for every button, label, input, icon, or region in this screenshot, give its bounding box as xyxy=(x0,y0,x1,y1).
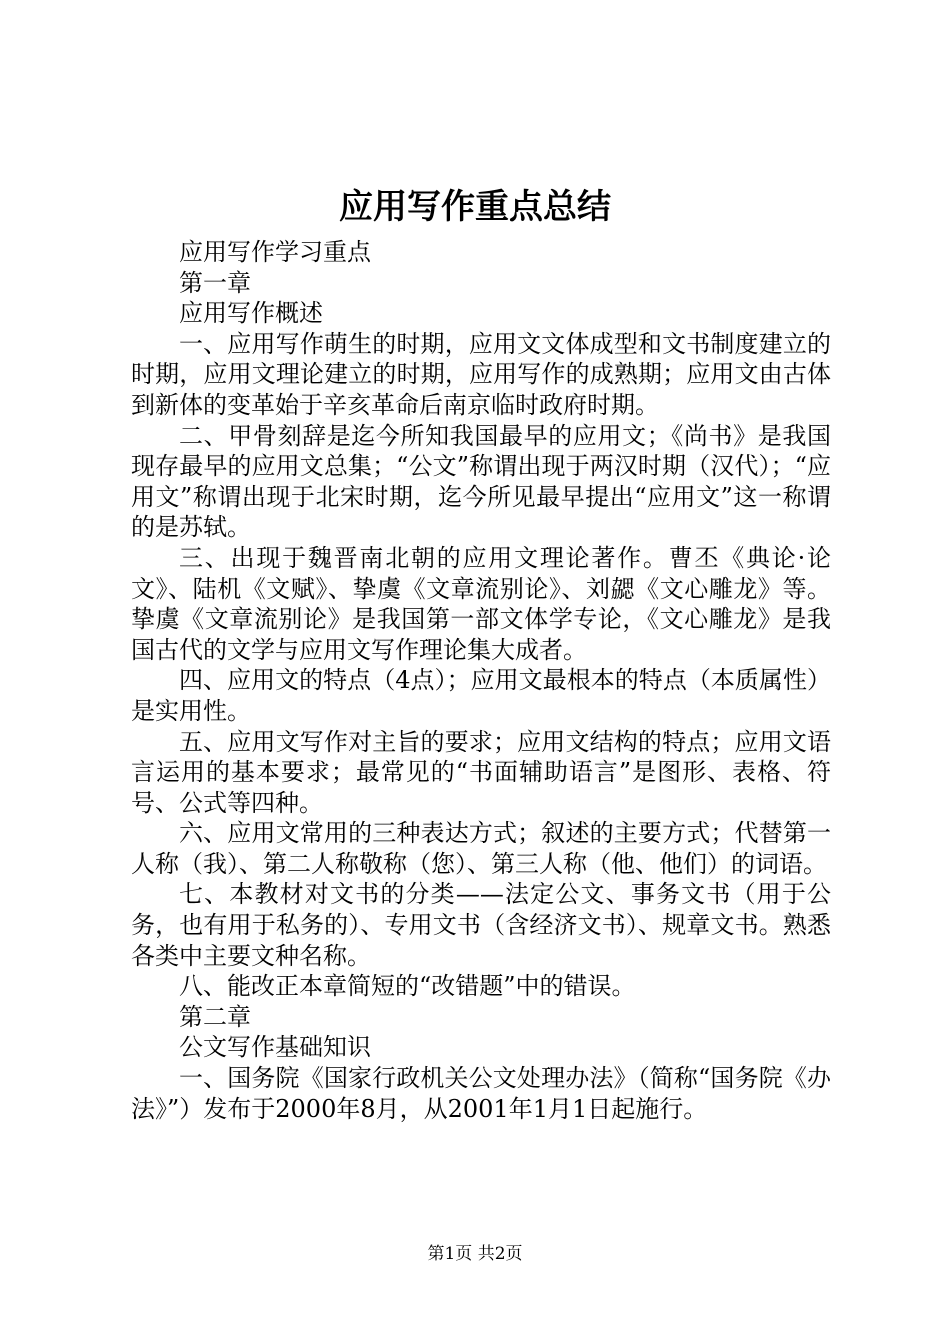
paragraph-1-7: 七、本教材对文书的分类——法定公文、事务文书（用于公务，也有用于私务的）、专用文书（含经济文书）、规章文书。熟悉各类中主要文种名称。 xyxy=(131,880,831,970)
chapter-heading-1: 第一章 xyxy=(179,268,251,297)
paragraph-2-1: 一、国务院《国家行政机关公文处理办法》（简称“国务院《办法》”）发布于2000年8月，从2001年1月1日起施行。 xyxy=(131,1064,831,1123)
paragraph-1-3: 三、出现于魏晋南北朝的应用文理论著作。曹丕《典论·论文》、陆机《文赋》、挚虞《文章流别论》、刘勰《文心雕龙》等。挚虞《文章流别论》是我国第一部文体学专论，《文心雕龙》是我国古代的文学与应用文写作理论集大成者。 xyxy=(131,543,831,664)
chapter-heading-2: 第二章 xyxy=(179,1002,251,1031)
paragraph-1-5: 五、应用文写作对主旨的要求；应用文结构的特点；应用文语言运用的基本要求；最常见的“书面辅助语言”是图形、表格、符号、公式等四种。 xyxy=(131,727,831,817)
document-body xyxy=(131,237,831,1124)
page-footer: 第1页 共2页 xyxy=(427,1244,523,1264)
chapter-title-2: 公文写作基础知识 xyxy=(179,1033,371,1062)
paragraph-1-1: 一、应用写作萌生的时期，应用文文体成型和文书制度建立的时期，应用文理论建立的时期，应用写作的成熟期；应用文由古体到新体的变革始于辛亥革命后南京临时政府时期。 xyxy=(131,329,831,419)
paragraph-1-8: 八、能改正本章简短的“改错题”中的错误。 xyxy=(179,972,636,1001)
page-title: 应用写作重点总结 xyxy=(339,187,611,227)
paragraph-1-6: 六、应用文常用的三种表达方式；叙述的主要方式；代替第一人称（我）、第二人称敬称（您）、第三人称（他、他们）的词语。 xyxy=(131,819,831,878)
paragraph-1-4: 四、应用文的特点（4点）；应用文最根本的特点（本质属性）是实用性。 xyxy=(131,666,831,725)
chapter-title-1: 应用写作概述 xyxy=(179,299,323,328)
paragraph-study-focus: 应用写作学习重点 xyxy=(179,238,371,266)
paragraph-1-2: 二、甲骨刻辞是迄今所知我国最早的应用文；《尚书》是我国现存最早的应用文总集；“公文”称谓出现于两汉时期（汉代）；“应用文”称谓出现于北宋时期，迄今所见最早提出“应用文”这一称谓的是苏轼。 xyxy=(131,421,831,542)
